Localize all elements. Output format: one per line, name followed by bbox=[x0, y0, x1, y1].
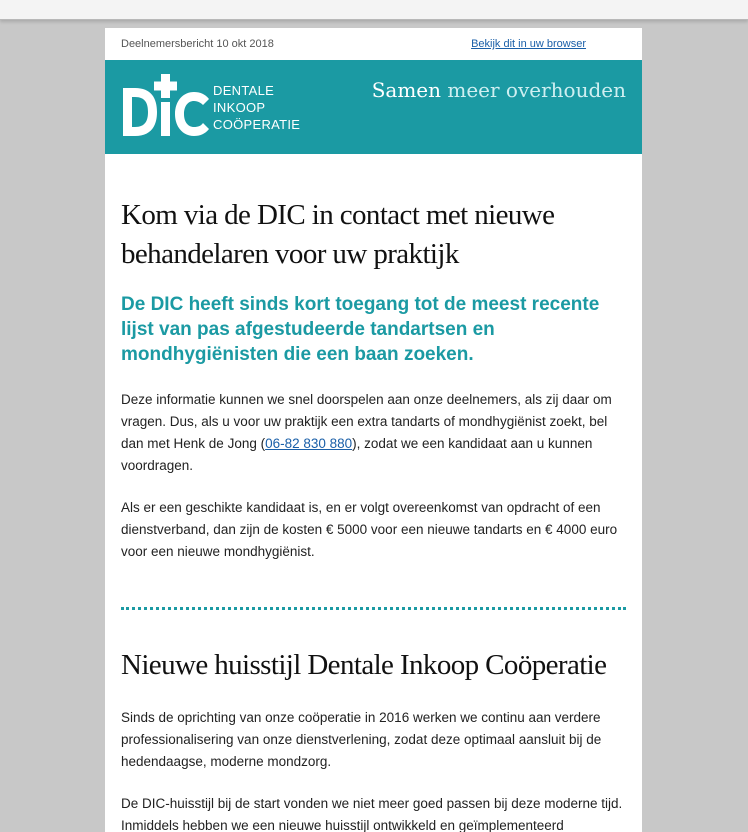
email-content bbox=[105, 154, 642, 832]
header-banner bbox=[105, 60, 642, 154]
browser-toolbar bbox=[0, 0, 748, 20]
phone-link[interactable]: 06-82 830 880 bbox=[265, 436, 353, 451]
view-in-browser-link[interactable]: Bekijk dit in uw browser bbox=[471, 38, 586, 50]
tagline-part-2: meer overhouden bbox=[447, 78, 626, 102]
logo-line-1: DENTALE bbox=[213, 83, 275, 98]
preheader-date: Deelnemersbericht 10 okt 2018 bbox=[121, 38, 274, 50]
dic-logo-icon bbox=[121, 72, 211, 142]
tagline-part-1: Samen bbox=[371, 78, 442, 102]
article-1-paragraph-1 bbox=[121, 389, 626, 477]
article-2-paragraph-1: Sinds de oprichting van onze coöperatie in 2016 werken we continu aan verdere professionalisering van onze dienstverlening, zodat deze optimaal aansluit bij de hedendaagse, moderne mondzorg. bbox=[121, 710, 602, 769]
paragraph-text: Deze informatie kunnen we snel doorspelen aan onze deelnemers, als zij daar om vragen. Dus, als u voor uw praktijk een extra tandarts of mondhygiënist zoekt, bel dan met Henk de Jong ( bbox=[121, 392, 612, 451]
logo-line-2: INKOOP bbox=[213, 100, 266, 115]
email-body bbox=[105, 28, 642, 832]
tagline bbox=[372, 78, 626, 102]
article-2-title: Nieuwe huisstijl Dentale Inkoop Coöperatie bbox=[121, 649, 607, 681]
article-1-subtitle: De DIC heeft sinds kort toegang tot de meest recente lijst van pas afgestudeerde tandartsen en mondhygiënisten die een baan zoeken. bbox=[121, 294, 600, 365]
logo-wordmark bbox=[213, 82, 300, 133]
section-divider bbox=[121, 607, 626, 610]
paragraph-text: ), zodat we een kandidaat aan u kunnen voordragen. bbox=[121, 436, 593, 473]
preheader bbox=[105, 28, 642, 60]
article-1-paragraph-2: Als er een geschikte kandidaat is, en er volgt overeenkomst van opdracht of een dienstverband, dan zijn de kosten € 5000 voor een nieuwe tandarts en € 4000 euro voor een nieuwe mondhygiënist. bbox=[121, 500, 618, 559]
logo-line-3: COÖPERATIE bbox=[213, 117, 301, 132]
article-1-title: Kom via de DIC in contact met nieuwe behandelaren voor uw praktijk bbox=[121, 199, 555, 270]
article-2-paragraph-2: De DIC-huisstijl bij de start vonden we niet meer goed passen bij deze moderne tijd. Inmiddels hebben we een nieuwe huisstijl ontwikkeld en geïmplementeerd bbox=[121, 796, 623, 832]
